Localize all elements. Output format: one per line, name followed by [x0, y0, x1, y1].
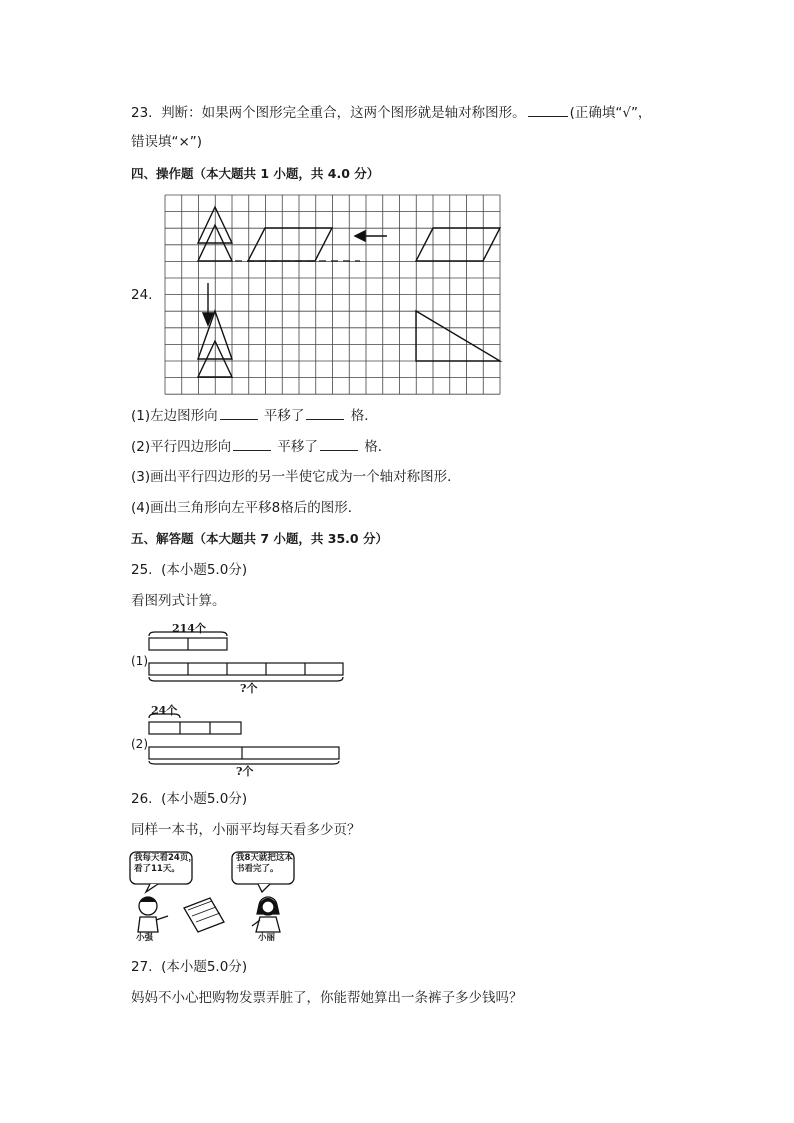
q24-number: 24. — [131, 287, 153, 303]
arrow-left-icon — [355, 231, 387, 241]
q23-answer-blank[interactable] — [528, 103, 568, 117]
q25-fig2-top-label: 24个 — [151, 704, 178, 717]
q25-fig1-bottom-label: ?个 — [240, 682, 258, 695]
q24-sub1-text-c: 格． — [350, 408, 378, 424]
q26-header — [131, 790, 247, 808]
bubble-right-line1: 我8天就把这本 — [236, 853, 293, 863]
girl-figure — [252, 897, 280, 932]
section-4-title: 四、操作题（本大题共 1 小题，共 4.0 分） — [131, 166, 380, 181]
q25-points: (本小题5.0分) — [161, 562, 248, 578]
q25-fig2-bar-diagram — [145, 712, 345, 764]
q23-line2: 错误填“×”) — [131, 134, 203, 150]
q25-fig1-label: (1) — [131, 654, 148, 668]
q27-number: 27. — [131, 959, 153, 975]
boy-figure — [138, 897, 168, 932]
q26-number: 26. — [131, 791, 153, 807]
q23-number: 23. — [131, 105, 153, 121]
q24-sub3: (3)画出平行四边形的另一半使它成为一个轴对称图形． — [131, 469, 461, 485]
q27-prompt: 妈妈不小心把购物发票弄脏了，你能帮她算出一条裤子多少钱吗？ — [131, 990, 523, 1006]
arrow-down-icon — [203, 283, 213, 325]
q25-fig1-top-label: 214个 — [172, 622, 206, 635]
q25-header — [131, 561, 247, 579]
q24-sub1-text-a: (1)左边图形向 — [131, 408, 218, 424]
q23-instruction: (正确填“√”， — [569, 105, 652, 121]
q26-prompt: 同样一本书，小丽平均每天看多少页？ — [131, 822, 361, 838]
q25-number: 25. — [131, 562, 153, 578]
q24-sub2-text-a: (2)平行四边形向 — [131, 439, 232, 455]
q25-fig1-bar-diagram — [145, 630, 345, 682]
q25-fig2-bottom-label: ?个 — [236, 765, 254, 778]
q24-sub2-blank-direction[interactable] — [233, 437, 271, 451]
q24-sub1-blank-count[interactable] — [306, 406, 344, 420]
q27-header — [131, 958, 247, 976]
q24-sub4: (4)画出三角形向左平移8格后的图形． — [131, 500, 362, 516]
book-icon — [184, 898, 224, 932]
q24-grid-figure — [165, 195, 501, 395]
right-triangle — [416, 311, 500, 361]
bubble-left-line1: 我每天看24页， — [134, 853, 197, 863]
q25-fig2-label: (2) — [131, 737, 148, 751]
q23-text: 判断：如果两个图形完全重合，这两个图形就是轴对称图形。 — [161, 105, 526, 121]
q26-points: (本小题5.0分) — [161, 791, 248, 807]
q27-points: (本小题5.0分) — [161, 959, 248, 975]
q25-prompt: 看图列式计算。 — [131, 593, 226, 609]
bubble-right-line2: 书看完了。 — [236, 864, 279, 874]
q24-sub2-text-b: 平移了 — [277, 439, 318, 455]
q24-sub2-text-c: 格． — [364, 439, 392, 455]
q23-line1 — [131, 103, 651, 122]
q24-sub2 — [131, 437, 391, 456]
bubble-left-line2: 看了11天。 — [134, 864, 180, 874]
name-right: 小丽 — [258, 933, 276, 943]
name-left: 小强 — [136, 933, 154, 943]
q24-sub1-text-b: 平移了 — [263, 408, 305, 424]
section-5-title: 五、解答题（本大题共 7 小题，共 35.0 分） — [131, 531, 388, 546]
q24-sub2-blank-count[interactable] — [320, 437, 358, 451]
q24-sub1 — [131, 406, 378, 425]
q24-sub1-blank-direction[interactable] — [220, 406, 258, 420]
